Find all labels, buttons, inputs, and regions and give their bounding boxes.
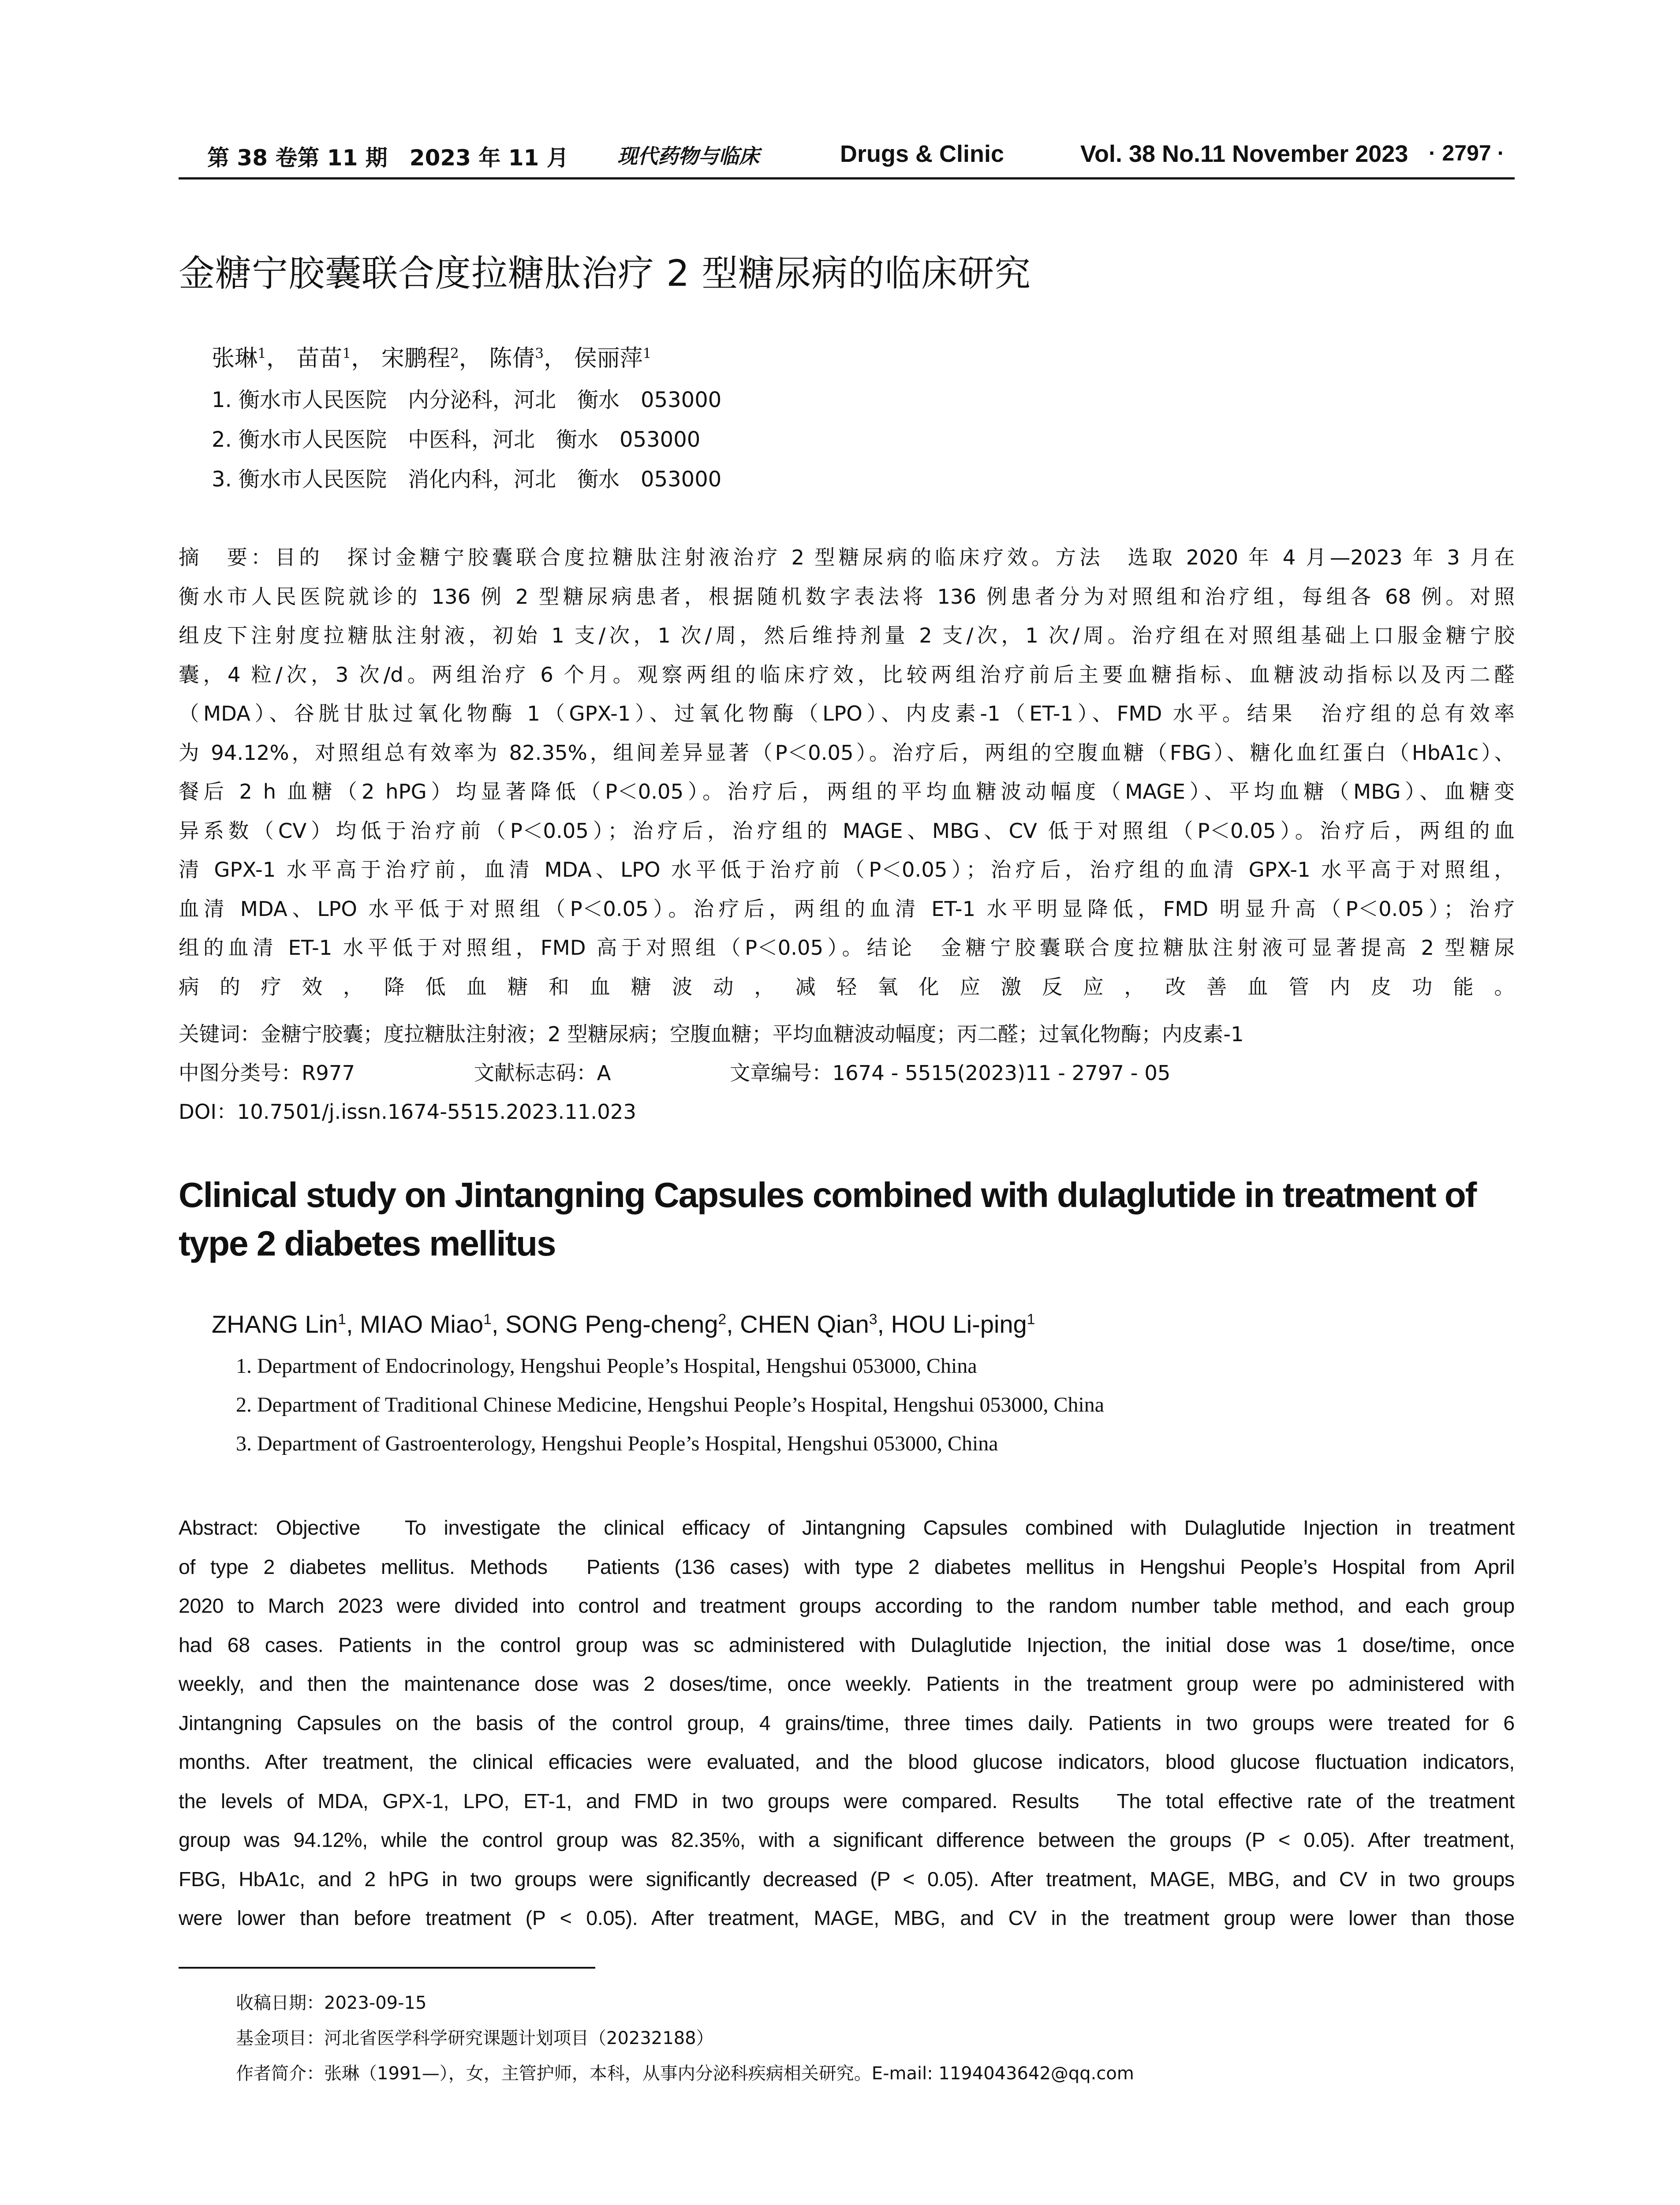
header-journal-en: Drugs & Clinic — [840, 141, 1004, 167]
affiliation-en: 1. Department of Endocrinology, Hengshui People’s Hospital, Hengshui 053000, China — [236, 1354, 977, 1378]
author-cn: 陈倩$^3$， — [489, 345, 567, 372]
abstract-en-line: group was 94.12%, while the control group was 82.35%, with a significant difference between the groups (P < 0.05). After treatment, — [179, 1828, 1515, 1851]
author-cn: 宋鹏程$^2$， — [381, 345, 482, 372]
authors-cn — [212, 340, 651, 373]
abstract-cn-line: 为 94.12%，对照组总有效率为 82.35%，组间差异显著（P＜0.05）。治疗后，两组的空腹血糖（FBG）、糖化血红蛋白（HbA1c）、 — [179, 740, 1515, 765]
abstract-cn-line: 摘 要：目的 探讨金糖宁胶囊联合度拉糖肽注射液治疗 2 型糖尿病的临床疗效。方法 选取 2020 年 4 月—2023 年 3 月在 — [179, 546, 1515, 569]
title-en: Clinical study on Jintangning Capsules combined with dulaglutide in treatment of type 2 diabetes mellitus — [179, 1175, 1476, 1263]
abstract-cn — [179, 538, 1515, 1006]
keywords-cn: 关键词：金糖宁胶囊；度拉糖肽注射液；2 型糖尿病；空腹血糖；平均血糖波动幅度；丙二醛；过氧化物酶；内皮素-1 — [179, 1022, 1244, 1046]
header-journal-cn: 现代药物与临床 — [617, 144, 759, 168]
abstract-cn-line: 餐后 2 h 血糖（2 hPG）均显著降低（P＜0.05）。治疗后，两组的平均血糖波动幅度（MAGE）、平均血糖（MBG）、血糖变 — [179, 780, 1515, 804]
abstract-cn-line: 异系数（CV）均低于治疗前（P＜0.05）；治疗后，治疗组的 MAGE、MBG、CV 低于对照组（P＜0.05）。治疗后，两组的血 — [179, 818, 1515, 843]
abstract-en-line: weekly, and then the maintenance dose was 2 doses/time, once weekly. Patients in the treatment group were po administered with — [179, 1672, 1515, 1695]
abstract-en-line: the levels of MDA, GPX-1, LPO, ET-1, and FMD in two groups were compared. Results The total effective rate of the treatment — [179, 1789, 1515, 1813]
abstract-en-line: months. After treatment, the clinical efficacies were evaluated, and the blood glucose indicators, blood glucose fluctuation indicators, — [179, 1750, 1515, 1773]
footnote-author-bio: 作者简介：张琳（1991—），女，主管护师，本科，从事内分泌科疾病相关研究。E-mail: 1194043642@qq.com — [236, 2063, 1134, 2084]
abstract-cn-line: 囊，4 粒/次，3 次/d。两组治疗 6 个月。观察两组的临床疗效，比较两组治疗前后主要血糖指标、血糖波动指标以及丙二醛 — [179, 662, 1515, 687]
author-cn: 苗苗$^1$， — [296, 345, 374, 372]
footnote-funding: 基金项目：河北省医学科学研究课题计划项目（20232188） — [236, 2028, 714, 2048]
header-issue-cn: 第 38 卷第 11 期 2023 年 11 月 — [207, 145, 569, 171]
header-rule — [179, 177, 1515, 179]
author-en: ZHANG Lin$^1$, — [212, 1310, 360, 1338]
affiliation-cn: 3. 衡水市人民医院 消化内科，河北 衡水 053000 — [212, 467, 722, 492]
abstract-cn-line: 病的疗效，降低血糖和血糖波动，减轻氧化应激反应，改善血管内皮功能。 — [179, 975, 1515, 999]
abstract-cn-line: 清 GPX-1 水平高于治疗前，血清 MDA、LPO 水平低于治疗前（P＜0.05）；治疗后，治疗组的血清 GPX-1 水平高于对照组， — [179, 858, 1515, 882]
footnote-rule — [179, 1967, 595, 1969]
title-cn: 金糖宁胶囊联合度拉糖肽治疗 2 型糖尿病的临床研究 — [179, 253, 1031, 295]
abstract-cn-line: （MDA）、谷胱甘肽过氧化物酶 1（GPX-1）、过氧化物酶（LPO）、内皮素-1（ET-1）、FMD 水平。结果 治疗组的总有效率 — [179, 702, 1515, 725]
abstract-cn-line: 组皮下注射度拉糖肽注射液，初始 1 支/次，1 次/周，然后维持剂量 2 支/次，1 次/周。治疗组在对照组基础上口服金糖宁胶 — [179, 624, 1515, 647]
clc-number: 中图分类号：R977 — [179, 1061, 355, 1085]
document-code: 文献标志码：A — [474, 1061, 611, 1085]
abstract-en-line: were lower than before treatment (P < 0.05). After treatment, MAGE, MBG, and CV in the treatment group were lower than those — [179, 1906, 1515, 1929]
author-en: CHEN Qian$^3$, — [740, 1310, 891, 1338]
header-issue-en: Vol. 38 No.11 November 2023 — [1080, 141, 1408, 167]
header-page-number: · 2797 · — [1429, 141, 1505, 165]
classification-line — [179, 1057, 1171, 1086]
affiliation-cn: 1. 衡水市人民医院 内分泌科，河北 衡水 053000 — [212, 388, 722, 412]
abstract-en-line: FBG, HbA1c, and 2 hPG in two groups were significantly decreased (P < 0.05). After treatment, MAGE, MBG, and CV in two groups — [179, 1867, 1515, 1891]
abstract-en-line: Abstract: Objective To investigate the clinical efficacy of Jintangning Capsules combined with Dulaglutide Injection in treatment — [179, 1516, 1515, 1539]
footnote-received-date: 收稿日期：2023-09-15 — [236, 1993, 427, 2013]
doi: DOI：10.7501/j.issn.1674-5515.2023.11.023 — [179, 1100, 636, 1124]
abstract-en-line: Jintangning Capsules on the basis of the control group, 4 grains/time, three times daily. Patients in two groups were treated for 6 — [179, 1711, 1515, 1734]
abstract-cn-line: 血清 MDA、LPO 水平低于对照组（P＜0.05）。治疗后，两组的血清 ET-1 水平明显降低，FMD 明显升高（P＜0.05）；治疗 — [179, 897, 1515, 921]
author-cn: 侯丽萍$^1$ — [574, 345, 652, 372]
affiliation-en: 2. Department of Traditional Chinese Medicine, Hengshui People’s Hospital, Hengshui 053000, China — [236, 1393, 1105, 1416]
author-en: HOU Li-ping$^1$ — [891, 1310, 1035, 1338]
author-cn: 张琳$^1$， — [212, 345, 289, 372]
author-en: MIAO Miao$^1$, — [360, 1310, 505, 1338]
abstract-en-line: had 68 cases. Patients in the control group was sc administered with Dulaglutide Injection, the initial dose was 1 dose/time, once — [179, 1633, 1515, 1656]
abstract-en-line: 2020 to March 2023 were divided into control and treatment groups according to the random number table method, and each group — [179, 1594, 1515, 1617]
affiliation-cn: 2. 衡水市人民医院 中医科，河北 衡水 053000 — [212, 427, 701, 452]
abstract-en-line: of type 2 diabetes mellitus. Methods Patients (136 cases) with type 2 diabetes mellitus in Hengshui People’s Hospital from April — [179, 1555, 1515, 1578]
article-number: 文章编号：1674 - 5515(2023)11 - 2797 - 05 — [730, 1061, 1171, 1085]
abstract-cn-line: 衡水市人民医院就诊的 136 例 2 型糖尿病患者，根据随机数字表法将 136 例患者分为对照组和治疗组，每组各 68 例。对照 — [179, 584, 1515, 609]
abstract-cn-line: 组的血清 ET-1 水平低于对照组，FMD 高于对照组（P＜0.05）。结论 金糖宁胶囊联合度拉糖肽注射液可显著提高 2 型糖尿 — [179, 936, 1515, 960]
affiliation-en: 3. Department of Gastroenterology, Hengshui People’s Hospital, Hengshui 053000, China — [236, 1432, 998, 1455]
author-en: SONG Peng-cheng$^2$, — [505, 1310, 740, 1338]
authors-en — [212, 1310, 1035, 1338]
